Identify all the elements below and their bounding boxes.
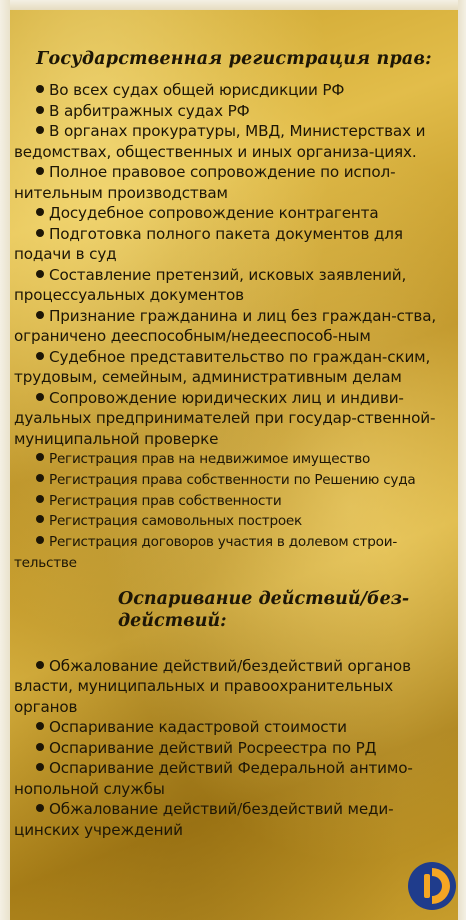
section-heading-disputes: Оспаривание действий/без-действий: <box>118 588 410 631</box>
registration-list <box>14 80 454 574</box>
list-item: Досудебное сопровождение контрагента <box>14 203 454 224</box>
bullet-icon <box>36 453 44 461</box>
bullet-icon <box>36 722 44 730</box>
list-item: Регистрация прав на недвижимое имущество <box>14 449 454 470</box>
bullet-icon <box>36 495 44 503</box>
list-item: Составление претензий, исковых заявлений, процессуальных документов <box>14 265 407 304</box>
section-heading-registration: Государственная регистрация прав: <box>36 49 432 69</box>
bullet-icon <box>36 208 44 216</box>
list-item: Регистрация самовольных построек <box>14 511 454 532</box>
bullet-icon <box>36 106 44 114</box>
list-item: Оспаривание действий Росреестра по РД <box>14 738 454 759</box>
list-item: Обжалование действий/бездействий органов власти, муниципальных и правоохранительных органов <box>14 656 411 716</box>
disputes-list <box>14 656 454 841</box>
list-item: В органах прокуратуры, МВД, Министерствах и ведомствах, общественных и иных организа-циях. <box>14 122 426 161</box>
bullet-icon <box>36 167 44 175</box>
list-item: Регистрация договоров участия в долевом строи-тельстве <box>14 534 397 571</box>
bullet-icon <box>36 393 44 401</box>
bullet-icon <box>36 352 44 360</box>
bullet-icon <box>36 126 44 134</box>
list-item: Судебное представительство по граждан-ским, трудовым, семейным, административным делам <box>14 347 431 386</box>
list-item: Оспаривание кадастровой стоимости <box>14 717 454 738</box>
frame-right <box>458 0 466 920</box>
list-item: Полное правовое сопровождение по испол-нительным производствам <box>14 163 396 202</box>
list-item: Во всех судах общей юрисдикции РФ <box>14 80 454 101</box>
list-item: Регистрация прав собственности <box>14 491 454 512</box>
bullet-icon <box>36 536 44 544</box>
brand-logo-icon[interactable] <box>406 860 458 912</box>
bullet-icon <box>36 85 44 93</box>
list-item: Оспаривание действий Федеральной антимо-нопольной службы <box>14 759 413 798</box>
list-item: Регистрация права собственности по Решению суда <box>14 470 454 491</box>
bullet-icon <box>36 743 44 751</box>
bullet-icon <box>36 515 44 523</box>
frame-top <box>0 0 466 10</box>
list-item: Признание гражданина и лиц без граждан-ства, ограничено дееспособным/недееспособ-ным <box>14 306 437 345</box>
bullet-icon <box>36 474 44 482</box>
bullet-icon <box>36 270 44 278</box>
bullet-icon <box>36 804 44 812</box>
bullet-icon <box>36 763 44 771</box>
list-item: Обжалование действий/бездействий меди-цинских учреждений <box>14 800 394 839</box>
list-item: В арбитражных судах РФ <box>14 101 454 122</box>
bullet-icon <box>36 229 44 237</box>
list-item: Сопровождение юридических лиц и индиви-дуальных предпринимателей при государ-ственной-муниципальной проверке <box>14 388 436 448</box>
list-item: Подготовка полного пакета документов для подачи в суд <box>14 224 403 263</box>
bullet-icon <box>36 311 44 319</box>
content <box>14 48 454 840</box>
bullet-icon <box>36 661 44 669</box>
frame-left <box>0 0 10 920</box>
